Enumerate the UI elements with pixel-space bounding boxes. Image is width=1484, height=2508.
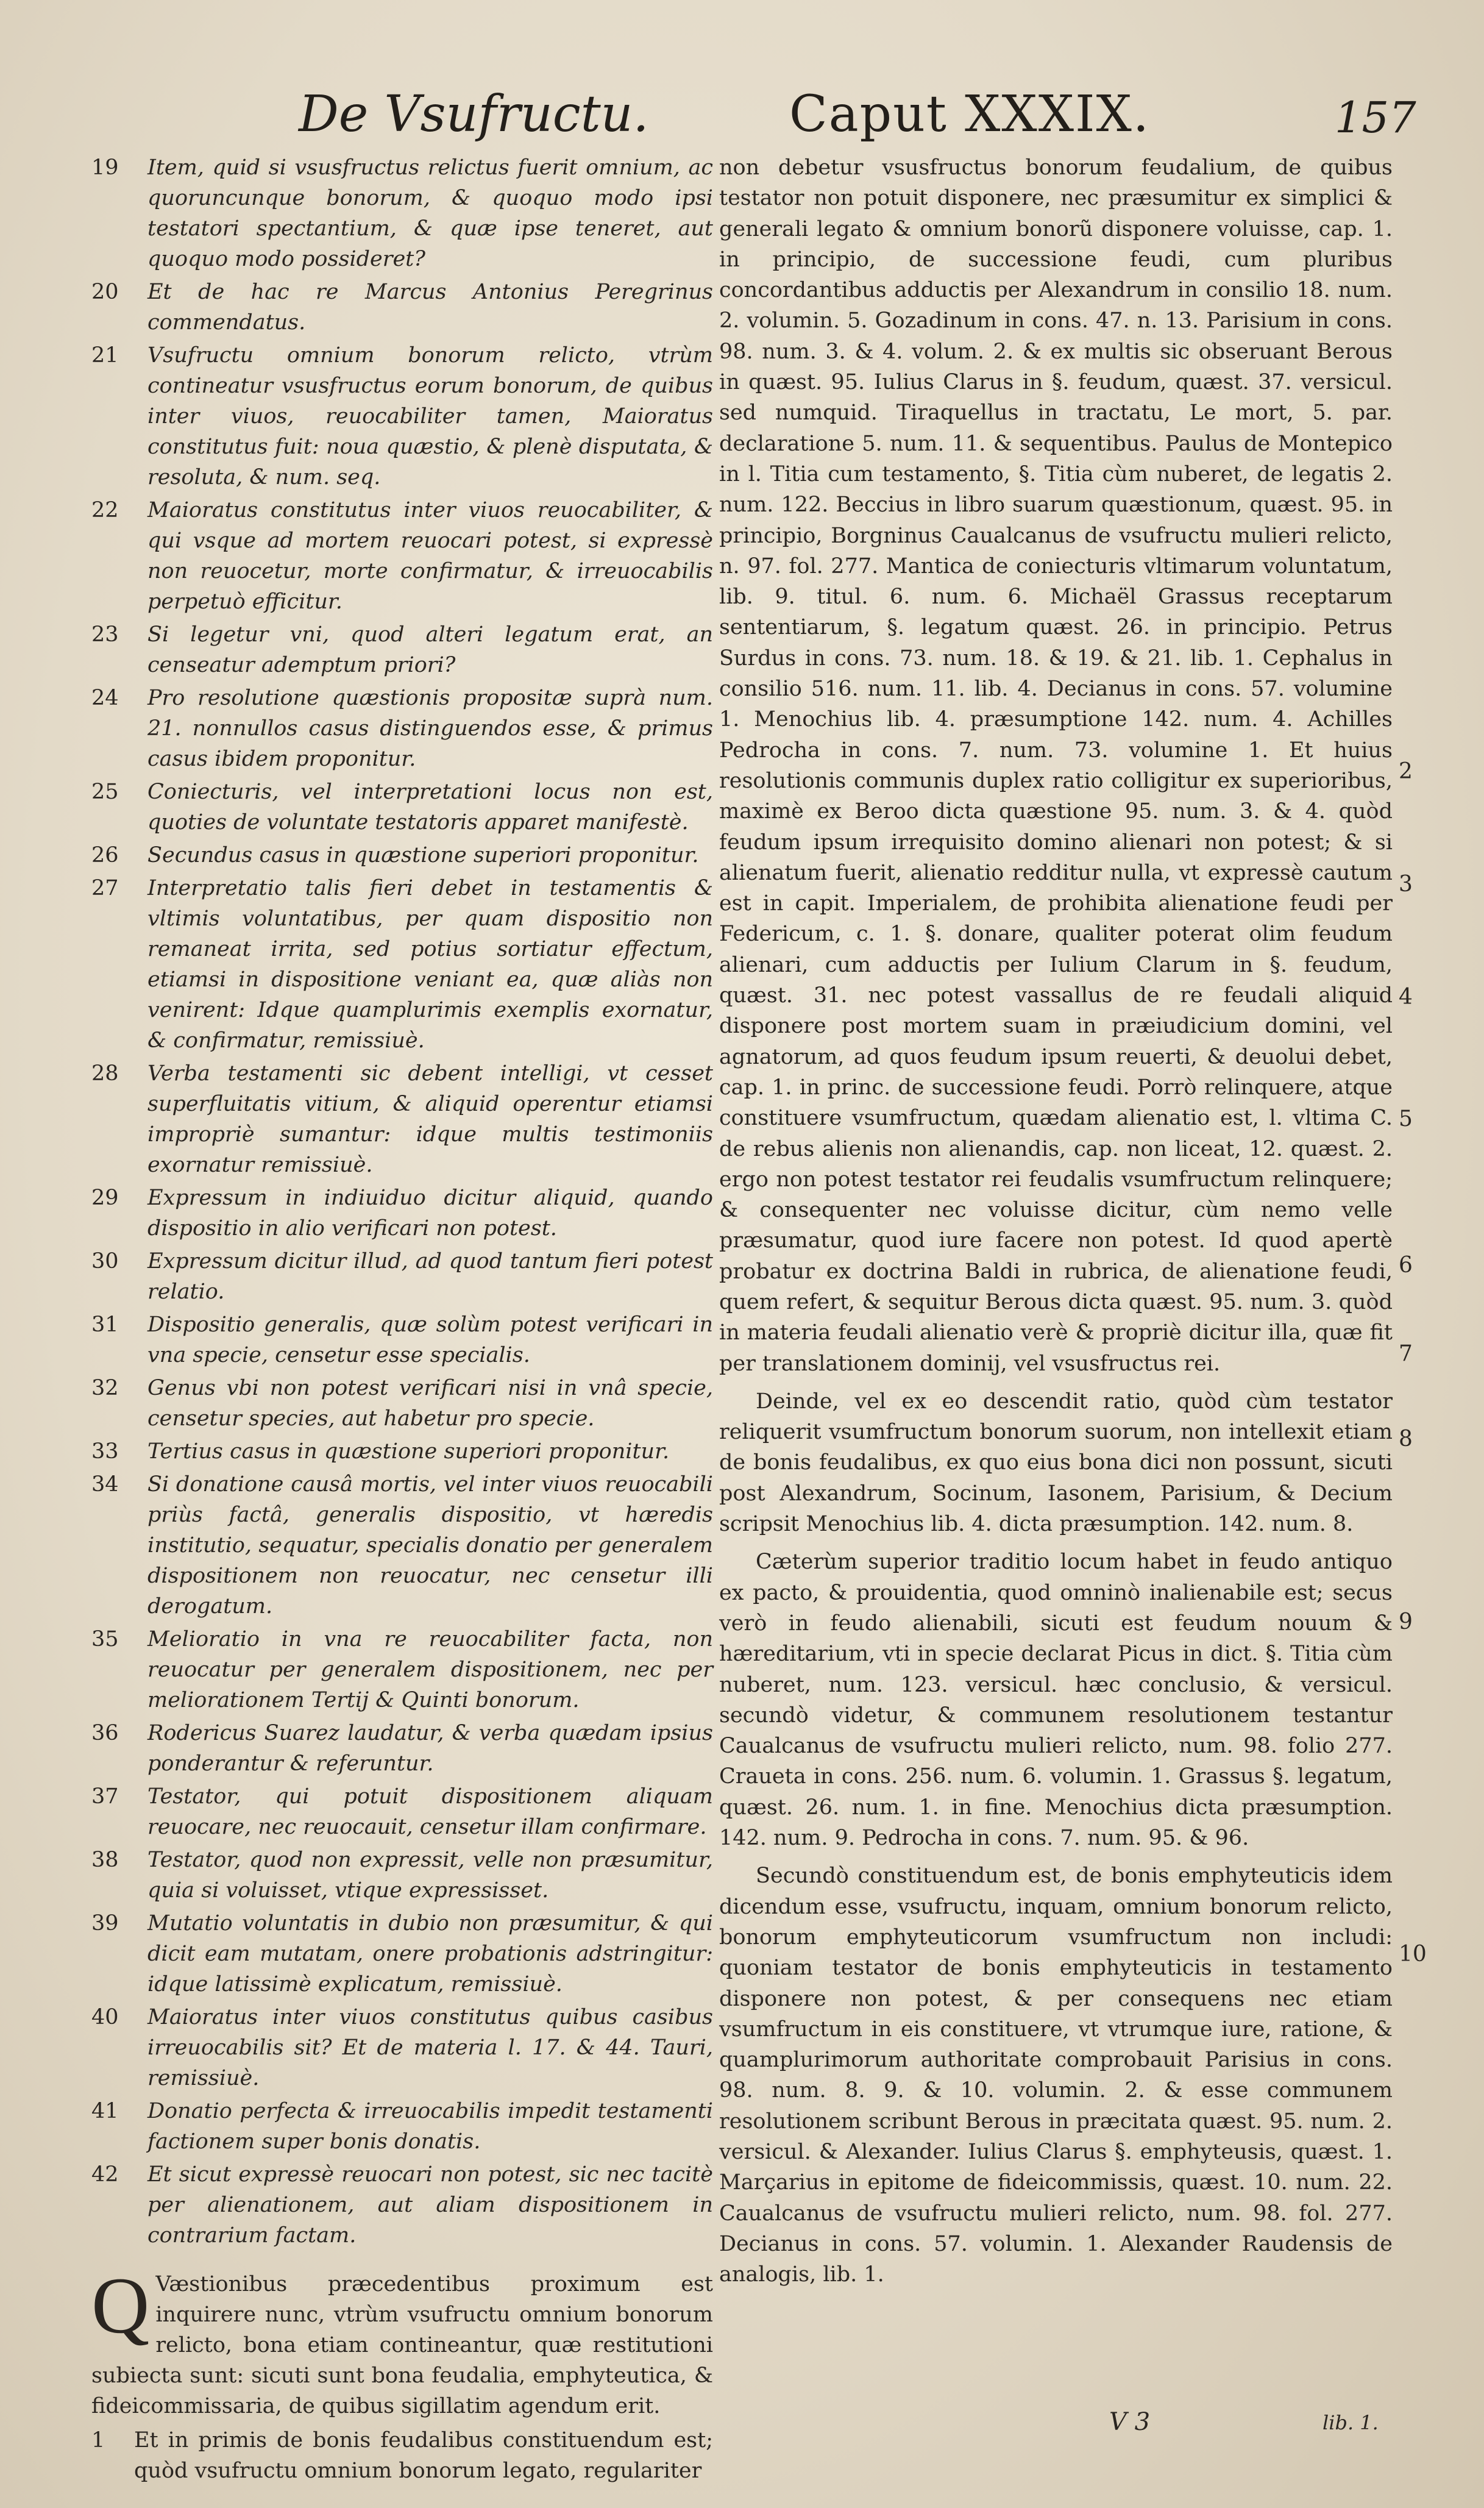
summary-item [91, 1718, 713, 1779]
header-title: De Vsufructu. [299, 85, 649, 143]
summary-item [91, 873, 713, 1056]
summary-text: Rodericus Suarez laudatur, & verba quædam ipsius ponderantur & referuntur. [147, 1721, 713, 1776]
intro-text: Væstionibus præcedentibus proximum est inquirere nunc, vtrùm vsufructu omnium bonorum relicto, bona etiam contineantur, quæ restitutioni subiecta sunt: sicuti sunt bona feudalia, emphyteutica, & fideicommissaria, de quibus sigillatim agendum erit. [91, 2272, 713, 2418]
summary-item [91, 1183, 713, 1244]
margin-number: 4 [1399, 985, 1413, 1010]
margin-number: 10 [1399, 1942, 1427, 1967]
summary-number: 28 [91, 1061, 119, 1086]
summary-text: Interpretatio talis fieri debet in testamentis & vltimis voluntatibus, per quam dispositio non remaneat irrita, sed potius sortiatur effectum, etiamsi in dispositione veniant ea, quæ aliàs non venirent: Idque quamplurimis exemplis exornatur, & confirmatur, remissiuè. [147, 876, 713, 1053]
summary-text: Item, quid si vsusfructus relictus fuerit omnium, ac quoruncunque bonorum, & quoquo modo ipsi testatori spectantium, & quæ ipse teneret, aut quoquo modo possideret? [147, 155, 713, 271]
summary-item [91, 1246, 713, 1307]
summary-text: Et de hac re Marcus Antonius Peregrinus commendatus. [147, 280, 713, 335]
drop-cap: Q [91, 2260, 150, 2350]
summary-item [91, 152, 713, 274]
summary-number: 27 [91, 876, 119, 900]
summary-number: 21 [91, 343, 119, 368]
margin-number: 3 [1399, 872, 1413, 897]
body-paragraph: Secundò constituendum est, de bonis emphyteuticis idem dicendum esse, vsufructu, inquam, omnium bonorum relicto, bonorum emphyteuticorum vsumfructum non includi: quoniam testator de bonis emphyteuticis in testamento disponere non potest, & per consequens nec etiam vsumfructum in eis constituere, vt vtrumque iure, ratione, & quamplurimorum authoritate comprobauit Parisius in cons. 98. num. 8. 9. & 10. volumin. 2. & esse communem resolutionem scribunt Berous in præcitata quæst. 95. num. 2. versicul. & Alexander. Iulius Clarus §. emphyteusis, quæst. 1. Marçarius in epitome de fideicommissis, quæst. 10. num. 22. Caualcanus de vsufructu mulieri relicto, num. 98. fol. 277. Decianus in cons. 57. volumin. 1. Alexander Raudensis de analogis, lib. 1. [719, 1864, 1393, 2287]
summary-number: 22 [91, 498, 119, 522]
summary-number: 25 [91, 780, 119, 804]
margin-number: 8 [1399, 1427, 1413, 1452]
summary-text: Melioratio in vna re reuocabiliter facta, non reuocatur per generalem dispositionem, nec per meliorationem Tertij & Quinti bonorum. [147, 1627, 713, 1712]
summary-item [91, 619, 713, 680]
summary-number: 39 [91, 1911, 119, 1936]
summary-text: Maioratus inter viuos constitutus quibus casibus irreuocabilis sit? Et de materia l. 17. & 44. Tauri, remissiuè. [147, 2005, 713, 2090]
point-text: Et in primis de bonis feudalibus constituendum est; quòd vsufructu omnium bonorum legato, regulariter [134, 2428, 713, 2483]
summary-text: Si legetur vni, quod alteri legatum erat, an censeatur ademptum priori? [147, 622, 713, 677]
summary-text: Mutatio voluntatis in dubio non præsumitur, & qui dicit eam mutatam, onere probationis adstringitur: idque latissimè explicatum, remissiuè. [147, 1911, 713, 1997]
summary-text: Verba testamenti sic debent intelligi, vt cesset superfluitatis vitium, & aliquid operentur etiamsi impropriè sumantur: idque multis testimoniis exornatur remissiuè. [147, 1061, 713, 1177]
body-paragraph: Deinde, vel ex eo descendit ratio, quòd cùm testator reliquerit vsumfructum bonorum suorum, non intellexit etiam de bonis feudalibus, ex quo eius bona dici non possunt, sicuti post Alexandrum, Socinum, Iasonem, Parisium, & Decium scripsit Menochius lib. 4. dicta præsumption. 142. num. 8. [719, 1389, 1393, 1537]
margin-number: 9 [1399, 1609, 1413, 1634]
left-column [91, 152, 713, 2486]
summary-item [91, 2002, 713, 2093]
summary-list [91, 152, 713, 2251]
summary-item [91, 683, 713, 774]
summary-text: Pro resolutione quæstionis propositæ suprà num. 21. nonnullos casus distinguendos esse, & primus casus ibidem proponitur. [147, 686, 713, 771]
summary-text: Et sicut expressè reuocari non potest, sic nec tacitè per alienationem, aut aliam dispositionem in contrarium factam. [147, 2162, 713, 2248]
summary-item [91, 1781, 713, 1842]
margin-number: 5 [1399, 1106, 1413, 1131]
first-point [91, 2425, 713, 2486]
summary-item [91, 777, 713, 838]
right-column [719, 152, 1393, 2297]
summary-text: Tertius casus in quæstione superiori proponitur. [147, 1439, 670, 1464]
summary-item [91, 495, 713, 617]
summary-text: Expressum in indiuiduo dicitur aliquid, quando dispositio in alio verificari non potest. [147, 1186, 713, 1241]
summary-number: 30 [91, 1249, 119, 1274]
body-paragraph: non debetur vsusfructus bonorum feudalium, de quibus testator non potuit disponere, nec præsumitur ex simplici & generali legato & omnium bonorũ disponere voluisse, cap. 1. in principio, de successione feudi, cum pluribus concordantibus adductis per Alexandrum in consilio 18. num. 2. volumin. 5. Gozadinum in cons. 47. n. 13. Parisium in cons. 98. num. 3. & 4. volum. 2. & ex multis sic obseruant Berous in quæst. 95. Iulius Clarus in §. feudum, quæst. 37. versicul. sed numquid. Tiraquellus in tractatu, Le mort, 5. par. declaratione 5. num. 11. & sequentibus. Paulus de Montepico in l. Titia cum testamento, §. Titia cùm nuberet, de legatis 2. num. 122. Beccius in libro suarum quæstionum, quæst. 95. in principio, Borgninus Caualcanus de vsufructu mulieri relicto, n. 97. fol. 277. Mantica de coniecturis vltimarum voluntatum, lib. 9. titul. 6. num. 6. Michaël Grassus receptarum sententiarum, §. legatum quæst. 26. in principio. Petrus Surdus in cons. 73. num. 18. & 19. & 21. lib. 1. Cephalus in consilio 516. num. 11. lib. 4. Decianus in cons. 57. volumine 1. Menochius lib. 4. præsumptione 142. num. 4. Achilles Pedrocha in cons. 7. num. 73. volumine 1. Et huius resolutionis communis duplex ratio colligitur ex superioribus, maximè ex Beroo dicta quæstione 95. num. 3. & 4. quòd feudum ipsum irrequisito domino alienari non potest; & si alienatum fuerit, alienatio redditur nulla, vt expressè cautum est in capit. Imperialem, de prohibita alienatione feudi per Federicum, c. 1. §. donare, qualiter poterat olim feudum alienari, cum adductis per Iulium Clarum in §. feudum, quæst. 31. nec potest vassallus de re feudali aliquid disponere post mortem suam in præiudicium domini, vel agnatorum, ad quos feudum ipsum reuerti, & deuolui debet, cap. 1. in princ. de successione feudi. Porrò relinquere, atque constituere vsumfructum, quædam alienatio est, l. vltima C. de rebus alienis non alienandis, cap. non liceat, 12. quæst. 2. ergo non potest testator rei feudalis vsumfructum relinquere; & consequenter nec voluisse dicitur, cùm nemo velle præsumatur, quod iure facere non potest. Id quod apertè probatur ex doctrina Baldi in rubrica, de alienatione feudi, quem refert, & sequitur Berous dicta quæst. 95. num. 3. quòd in materia feudali alienatio verè & propriè dicitur illa, quæ fit per translationem dominij, vel vsusfructus rei. [719, 155, 1393, 1376]
margin-number: 6 [1399, 1253, 1413, 1278]
summary-item [91, 2159, 713, 2251]
summary-text: Expressum dicitur illud, ad quod tantum fieri potest relatio. [147, 1249, 713, 1304]
summary-item [91, 340, 713, 493]
point-number: 1 [91, 2428, 105, 2453]
margin-number: 7 [1399, 1341, 1413, 1366]
summary-text: Dispositio generalis, quæ solùm potest verificari in vna specie, censetur esse specialis. [147, 1313, 713, 1367]
running-header [0, 85, 1484, 152]
margin-number: 2 [1399, 759, 1413, 784]
summary-text: Testator, quod non expressit, velle non præsumitur, quia si voluisset, vtique expressisset. [147, 1848, 713, 1903]
summary-text: Donatio perfecta & irreuocabilis impedit testamenti factionem super bonis donatis. [147, 2099, 713, 2154]
intro-paragraph [91, 2260, 713, 2421]
summary-number: 24 [91, 686, 119, 710]
summary-text: Maioratus constitutus inter viuos reuocabiliter, & qui vsque ad mortem reuocari potest, si expressè non reuocetur, morte confirmatur, & irreuocabilis perpetuò efficitur. [147, 498, 713, 614]
catchword: lib. 1. [1322, 2411, 1379, 2434]
summary-number: 40 [91, 2005, 119, 2029]
summary-number: 19 [91, 155, 119, 180]
summary-item [91, 1309, 713, 1370]
summary-text: Coniecturis, vel interpretationi locus non est, quoties de voluntate testatoris apparet manifestè. [147, 780, 713, 835]
summary-item [91, 1624, 713, 1715]
summary-number: 34 [91, 1472, 119, 1497]
summary-number: 42 [91, 2162, 119, 2187]
summary-number: 41 [91, 2099, 119, 2123]
header-chapter: Caput XXXIX. [789, 85, 1150, 143]
summary-item [91, 1908, 713, 2000]
summary-item [91, 1436, 713, 1467]
summary-number: 23 [91, 622, 119, 647]
signature-mark: V 3 [1109, 2408, 1151, 2436]
page-number: 157 [1335, 93, 1416, 143]
summary-item [91, 1845, 713, 1906]
summary-number: 29 [91, 1186, 119, 1210]
summary-number: 31 [91, 1313, 119, 1337]
body-paragraph: Cæterùm superior traditio locum habet in feudo antiquo ex pacto, & prouidentia, quod omninò inalienabile est; secus verò in feudo alienabili, sicuti est feudum nouum & hæreditarium, vti in specie declarat Picus in dict. §. Titia cùm nuberet, num. 123. versicul. hæc conclusio, & versicul. secundò videtur, & communem resolutionem testantur Caualcanus de vsufructu mulieri relicto, num. 98. folio 277. Craueta in cons. 256. num. 6. volumin. 1. Grassus §. legatum, quæst. 26. num. 1. in fine. Menochius dicta præsumption. 142. num. 9. Pedrocha in cons. 7. num. 95. & 96. [719, 1550, 1393, 1851]
summary-item [91, 2096, 713, 2157]
summary-number: 37 [91, 1784, 119, 1809]
summary-text: Secundus casus in quæstione superiori proponitur. [147, 843, 699, 867]
summary-number: 35 [91, 1627, 119, 1651]
summary-number: 38 [91, 1848, 119, 1872]
summary-item [91, 1058, 713, 1180]
summary-number: 33 [91, 1439, 119, 1464]
summary-text: Si donatione causâ mortis, vel inter viuos reuocabili priùs factâ, generalis dispositio, vt hæredis institutio, sequatur, specialis donatio per generalem dispositionem non reuocatur, nec censetur illi derogatum. [147, 1472, 713, 1619]
summary-text: Vsufructu omnium bonorum relicto, vtrùm contineatur vsusfructus eorum bonorum, de quibus inter viuos, reuocabiliter tamen, Maioratus constitutus fuit: noua quæstio, & plenè disputata, & resoluta, & num. seq. [147, 343, 713, 490]
summary-number: 26 [91, 843, 119, 867]
summary-item [91, 840, 713, 871]
summary-item [91, 1469, 713, 1622]
summary-item [91, 277, 713, 338]
summary-item [91, 1373, 713, 1434]
summary-number: 20 [91, 280, 119, 304]
summary-text: Testator, qui potuit dispositionem aliquam reuocare, nec reuocauit, censetur illam confirmare. [147, 1784, 713, 1839]
summary-text: Genus vbi non potest verificari nisi in vnâ specie, censetur species, aut habetur pro specie. [147, 1376, 713, 1431]
summary-number: 36 [91, 1721, 119, 1745]
summary-number: 32 [91, 1376, 119, 1400]
